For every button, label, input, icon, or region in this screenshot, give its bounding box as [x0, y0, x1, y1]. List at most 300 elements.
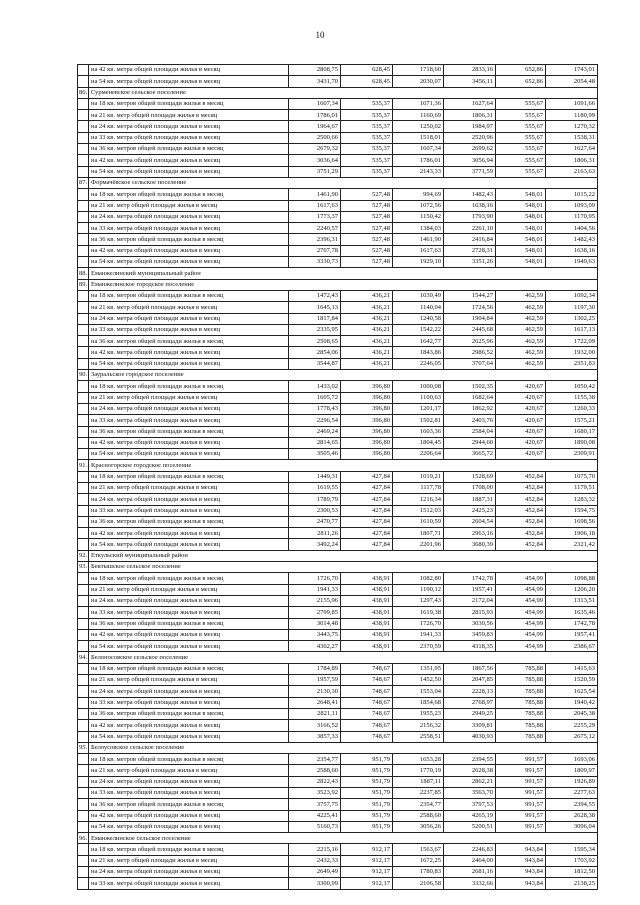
value-cell: 1941,33 [393, 629, 444, 640]
value-cell: 1206,20 [546, 584, 598, 595]
value-cell: 2394,55 [444, 754, 496, 765]
value-cell: 748,67 [341, 708, 393, 719]
value-cell: 436,21 [341, 313, 393, 324]
value-cell: 535,37 [341, 132, 393, 143]
row-number [78, 110, 89, 121]
value-cell: 1722,09 [546, 336, 598, 347]
value-cell: 3036,64 [289, 155, 341, 166]
row-number: 93. [78, 562, 89, 573]
value-cell: 396,80 [341, 392, 393, 403]
value-cell: 943,84 [496, 878, 546, 889]
value-cell: 1906,18 [546, 528, 598, 539]
value-cell: 2584,04 [444, 426, 496, 437]
value-cell: 527,48 [341, 257, 393, 268]
value-cell: 2138,25 [546, 878, 598, 889]
row-label: на 54 кв. метра общей площади жилья в месяц [89, 449, 289, 460]
table-row [78, 76, 598, 87]
value-cell: 1617,13 [546, 324, 598, 335]
value-cell: 438,91 [341, 629, 393, 640]
row-label: на 18 кв. метров общей площади жилья в месяц [89, 98, 289, 109]
row-number [78, 629, 89, 640]
table-row [78, 821, 598, 832]
table-row [78, 426, 598, 437]
value-cell: 1718,60 [393, 65, 444, 76]
row-number [78, 426, 89, 437]
value-cell: 396,80 [341, 437, 393, 448]
value-cell: 2163,63 [546, 166, 598, 177]
row-number: 95. [78, 742, 89, 753]
row-number [78, 539, 89, 550]
section-title: Еманжелинское сельское поселение [89, 833, 598, 844]
value-cell: 1240,58 [393, 313, 444, 324]
table-row [78, 211, 598, 222]
value-cell: 1093,09 [546, 200, 598, 211]
value-cell: 1313,51 [546, 595, 598, 606]
value-cell: 427,84 [341, 471, 393, 482]
row-label: на 54 кв. метра общей площади жилья в месяц [89, 731, 289, 742]
value-cell: 1638,16 [546, 245, 598, 256]
row-number [78, 675, 89, 686]
value-cell: 1433,02 [289, 381, 341, 392]
value-cell: 1553,04 [393, 686, 444, 697]
row-label: на 54 кв. метра общей площади жилья в месяц [89, 539, 289, 550]
value-cell: 555,67 [496, 110, 546, 121]
value-cell: 1384,03 [393, 223, 444, 234]
row-number [78, 415, 89, 426]
value-cell: 427,84 [341, 516, 393, 527]
value-cell: 2354,77 [289, 754, 341, 765]
row-label: на 33 кв. метра общей площади жилья в месяц [89, 415, 289, 426]
value-cell: 2588,60 [393, 810, 444, 821]
value-cell: 951,79 [341, 810, 393, 821]
value-cell: 438,91 [341, 584, 393, 595]
value-cell: 3492,24 [289, 539, 341, 550]
row-number [78, 76, 89, 87]
value-cell: 2944,60 [444, 437, 496, 448]
value-cell: 1645,13 [289, 302, 341, 313]
value-cell: 1742,78 [444, 573, 496, 584]
value-cell: 427,84 [341, 539, 393, 550]
value-cell: 951,79 [341, 821, 393, 832]
row-number [78, 358, 89, 369]
row-number [78, 528, 89, 539]
row-number [78, 607, 89, 618]
value-cell: 1461,90 [289, 189, 341, 200]
value-cell: 1575,21 [546, 415, 598, 426]
value-cell: 2237,85 [393, 788, 444, 799]
value-cell: 427,84 [341, 528, 393, 539]
value-cell: 396,80 [341, 449, 393, 460]
row-label: на 33 кв. метра общей площади жилья в месяц [89, 697, 289, 708]
value-cell: 1786,01 [393, 155, 444, 166]
table-row [78, 245, 598, 256]
value-cell: 1617,63 [393, 245, 444, 256]
value-cell: 2255,29 [546, 720, 598, 731]
value-cell: 2386,67 [546, 641, 598, 652]
value-cell: 1817,84 [289, 313, 341, 324]
section-title: Красногорское городское поселение [89, 460, 598, 471]
value-cell: 2464,00 [444, 855, 496, 866]
value-cell: 438,91 [341, 595, 393, 606]
value-cell: 1270,32 [546, 121, 598, 132]
row-number [78, 595, 89, 606]
value-cell: 3166,52 [289, 720, 341, 731]
value-cell: 527,48 [341, 234, 393, 245]
value-cell: 3857,33 [289, 731, 341, 742]
row-label: на 18 кв. метров общей площади жилья в месяц [89, 381, 289, 392]
value-cell: 3751,29 [289, 166, 341, 177]
value-cell: 1940,42 [546, 697, 598, 708]
row-number [78, 200, 89, 211]
value-cell: 462,59 [496, 347, 546, 358]
value-cell: 1708,00 [444, 482, 496, 493]
table-row [78, 98, 598, 109]
row-number [78, 403, 89, 414]
row-label: на 33 кв. метра общей площади жилья в месяц [89, 607, 289, 618]
row-number [78, 65, 89, 76]
value-cell: 1607,34 [393, 144, 444, 155]
value-cell: 1091,66 [546, 98, 598, 109]
value-cell: 1449,31 [289, 471, 341, 482]
row-label: на 42 кв. метра общей площади жилья в месяц [89, 528, 289, 539]
row-label: на 21 кв. метр общей площади жилья в месяц [89, 392, 289, 403]
table-row [78, 539, 598, 550]
row-label: на 18 кв. метров общей площади жилья в месяц [89, 189, 289, 200]
table-row [78, 437, 598, 448]
value-cell: 1502,35 [444, 381, 496, 392]
value-cell: 1019,21 [393, 471, 444, 482]
value-cell: 991,57 [496, 754, 546, 765]
value-cell: 396,80 [341, 403, 393, 414]
value-cell: 2520,96 [444, 132, 496, 143]
table-row [78, 618, 598, 629]
row-number [78, 144, 89, 155]
value-cell: 420,67 [496, 437, 546, 448]
value-cell: 1538,31 [546, 132, 598, 143]
value-cell: 1964,67 [289, 121, 341, 132]
value-cell: 3351,26 [444, 257, 496, 268]
section-title: Белоносовское сельское поселение [89, 652, 598, 663]
section-row [78, 87, 598, 98]
value-cell: 1528,69 [444, 471, 496, 482]
value-cell: 1155,38 [546, 392, 598, 403]
value-cell: 1404,56 [546, 223, 598, 234]
row-number [78, 855, 89, 866]
table-row [78, 65, 598, 76]
row-number: 87. [78, 177, 89, 188]
value-cell: 1000,08 [393, 381, 444, 392]
value-cell: 1050,42 [546, 381, 598, 392]
value-cell: 452,84 [496, 505, 546, 516]
value-cell: 2675,12 [546, 731, 598, 742]
value-cell: 2604,54 [444, 516, 496, 527]
value-cell: 2500,66 [289, 132, 341, 143]
value-cell: 3456,11 [444, 76, 496, 87]
value-cell: 3309,81 [444, 720, 496, 731]
value-cell: 2986,52 [444, 347, 496, 358]
value-cell: 1806,31 [546, 155, 598, 166]
value-cell: 1672,25 [393, 855, 444, 866]
value-cell: 1890,08 [546, 437, 598, 448]
row-label: на 42 кв. метра общей площади жилья в месяц [89, 245, 289, 256]
value-cell: 452,84 [496, 528, 546, 539]
value-cell: 3330,73 [289, 257, 341, 268]
value-cell: 2206,64 [393, 449, 444, 460]
table-row [78, 223, 598, 234]
value-cell: 3096,04 [546, 821, 598, 832]
value-cell: 748,67 [341, 686, 393, 697]
table-row [78, 358, 598, 369]
row-number [78, 641, 89, 652]
value-cell: 951,79 [341, 754, 393, 765]
value-cell: 438,91 [341, 607, 393, 618]
value-cell: 1472,43 [289, 290, 341, 301]
value-cell: 4225,41 [289, 810, 341, 821]
row-label: на 24 кв. метра общей площади жилья в месяц [89, 211, 289, 222]
value-cell: 2699,62 [444, 144, 496, 155]
row-label: на 24 кв. метра общей площади жилья в месяц [89, 595, 289, 606]
value-cell: 396,80 [341, 381, 393, 392]
row-label: на 42 кв. метра общей площади жилья в месяц [89, 437, 289, 448]
value-cell: 3030,56 [444, 618, 496, 629]
table-row [78, 234, 598, 245]
table-row [78, 584, 598, 595]
value-cell: 452,84 [496, 471, 546, 482]
page-number: 10 [315, 30, 325, 40]
value-cell: 3505,46 [289, 449, 341, 460]
value-cell: 951,79 [341, 776, 393, 787]
value-cell: 1941,33 [289, 584, 341, 595]
value-cell: 1957,59 [289, 675, 341, 686]
value-cell: 2648,41 [289, 697, 341, 708]
value-cell: 462,59 [496, 358, 546, 369]
value-cell: 748,67 [341, 675, 393, 686]
value-cell: 3014,48 [289, 618, 341, 629]
value-cell: 427,84 [341, 494, 393, 505]
table-row [78, 313, 598, 324]
value-cell: 1075,70 [546, 471, 598, 482]
table-row [78, 494, 598, 505]
row-number [78, 867, 89, 878]
value-cell: 454,99 [496, 584, 546, 595]
value-cell: 1100,63 [393, 392, 444, 403]
value-cell: 3300,99 [289, 878, 341, 889]
row-label: на 36 кв. метров общей площади жилья в месяц [89, 708, 289, 719]
row-number [78, 844, 89, 855]
value-cell: 1809,97 [546, 765, 598, 776]
value-cell: 454,99 [496, 629, 546, 640]
value-cell: 2370,59 [393, 641, 444, 652]
value-cell: 396,80 [341, 415, 393, 426]
value-cell: 2811,26 [289, 528, 341, 539]
value-cell: 1804,45 [393, 437, 444, 448]
value-cell: 2833,16 [444, 65, 496, 76]
value-cell: 535,37 [341, 98, 393, 109]
value-cell: 3563,70 [444, 788, 496, 799]
value-cell: 2470,77 [289, 516, 341, 527]
value-cell: 1904,84 [444, 313, 496, 324]
row-label: на 33 кв. метра общей площади жилья в месяц [89, 132, 289, 143]
table-row [78, 708, 598, 719]
value-cell: 1140,04 [393, 302, 444, 313]
value-cell: 748,67 [341, 697, 393, 708]
value-cell: 912,17 [341, 867, 393, 878]
value-cell: 748,67 [341, 663, 393, 674]
row-label: на 33 кв. метра общей площади жилья в месяц [89, 223, 289, 234]
value-cell: 2156,32 [393, 720, 444, 731]
table-row [78, 731, 598, 742]
value-cell: 1854,68 [393, 697, 444, 708]
value-cell: 1862,92 [444, 403, 496, 414]
section-title: Еманжелинский муниципальный район [89, 268, 598, 279]
row-label: на 36 кв. метров общей площади жилья в месяц [89, 336, 289, 347]
value-cell: 628,45 [341, 76, 393, 87]
value-cell: 3797,53 [444, 799, 496, 810]
value-cell: 943,84 [496, 855, 546, 866]
row-label: на 18 кв. метров общей площади жилья в месяц [89, 663, 289, 674]
value-cell: 1283,32 [546, 494, 598, 505]
value-cell: 436,21 [341, 358, 393, 369]
value-cell: 1627,64 [444, 98, 496, 109]
table-row [78, 867, 598, 878]
value-cell: 951,79 [341, 788, 393, 799]
table-row [78, 686, 598, 697]
value-cell: 1197,30 [546, 302, 598, 313]
value-cell: 1926,89 [546, 776, 598, 787]
value-cell: 1887,11 [393, 776, 444, 787]
value-cell: 454,99 [496, 618, 546, 629]
table-row [78, 516, 598, 527]
row-number: 92. [78, 550, 89, 561]
value-cell: 420,67 [496, 381, 546, 392]
value-cell: 1071,36 [393, 98, 444, 109]
row-label: на 54 кв. метра общей площади жилья в месяц [89, 821, 289, 832]
value-cell: 1201,17 [393, 403, 444, 414]
value-cell: 2416,84 [444, 234, 496, 245]
value-cell: 652,86 [496, 76, 546, 87]
value-cell: 1607,34 [289, 98, 341, 109]
row-label: на 21 кв. метр общей площади жилья в месяц [89, 302, 289, 313]
section-row [78, 460, 598, 471]
value-cell: 3523,92 [289, 788, 341, 799]
value-cell: 420,67 [496, 392, 546, 403]
tariff-table [77, 64, 598, 890]
table-row [78, 528, 598, 539]
section-row [78, 177, 598, 188]
table-row [78, 449, 598, 460]
row-number [78, 392, 89, 403]
value-cell: 427,84 [341, 505, 393, 516]
table-row [78, 810, 598, 821]
section-row [78, 268, 598, 279]
value-cell: 1929,10 [393, 257, 444, 268]
value-cell: 2172,04 [444, 595, 496, 606]
table-row [78, 381, 598, 392]
row-number [78, 245, 89, 256]
row-number [78, 302, 89, 313]
row-number [78, 697, 89, 708]
value-cell: 1724,56 [444, 302, 496, 313]
table-row [78, 290, 598, 301]
row-label: на 24 кв. метра общей площади жилья в месяц [89, 686, 289, 697]
row-label: на 36 кв. метров общей площади жилья в месяц [89, 799, 289, 810]
value-cell: 2155,96 [289, 595, 341, 606]
row-number: 91. [78, 460, 89, 471]
row-label: на 24 кв. метра общей площади жилья в месяц [89, 867, 289, 878]
row-number [78, 336, 89, 347]
value-cell: 436,21 [341, 336, 393, 347]
value-cell: 1595,34 [546, 844, 598, 855]
value-cell: 991,57 [496, 799, 546, 810]
value-cell: 1806,31 [444, 110, 496, 121]
value-cell: 535,37 [341, 121, 393, 132]
value-cell: 548,01 [496, 200, 546, 211]
value-cell: 3544,87 [289, 358, 341, 369]
value-cell: 1179,51 [546, 482, 598, 493]
value-cell: 1955,23 [393, 708, 444, 719]
value-cell: 2628,38 [546, 810, 598, 821]
row-label: на 42 кв. метра общей площади жилья в месяц [89, 629, 289, 640]
table-row [78, 754, 598, 765]
value-cell: 3056,26 [393, 821, 444, 832]
value-cell: 438,91 [341, 641, 393, 652]
value-cell: 2815,93 [444, 607, 496, 618]
value-cell: 991,57 [496, 821, 546, 832]
value-cell: 420,67 [496, 403, 546, 414]
row-label: на 42 кв. метра общей площади жилья в месяц [89, 155, 289, 166]
row-label: на 36 кв. метров общей площади жилья в месяц [89, 426, 289, 437]
value-cell: 2030,07 [393, 76, 444, 87]
table-row [78, 200, 598, 211]
row-label: на 33 кв. метра общей площади жилья в месяц [89, 324, 289, 335]
value-cell: 436,21 [341, 324, 393, 335]
value-cell: 2808,75 [289, 65, 341, 76]
section-row [78, 370, 598, 381]
value-cell: 2240,57 [289, 223, 341, 234]
row-number [78, 324, 89, 335]
value-cell: 2432,33 [289, 855, 341, 866]
value-cell: 1773,37 [289, 211, 341, 222]
row-number [78, 98, 89, 109]
value-cell: 951,79 [341, 765, 393, 776]
value-cell: 2625,96 [444, 336, 496, 347]
value-cell: 1642,77 [393, 336, 444, 347]
value-cell: 2425,23 [444, 505, 496, 516]
table-row [78, 336, 598, 347]
value-cell: 427,84 [341, 482, 393, 493]
value-cell: 2508,65 [289, 336, 341, 347]
row-label: на 24 кв. метра общей площади жилья в месяц [89, 776, 289, 787]
value-cell: 994,69 [393, 189, 444, 200]
table-row [78, 505, 598, 516]
table-row [78, 132, 598, 143]
value-cell: 2558,51 [393, 731, 444, 742]
value-cell: 1015,22 [546, 189, 598, 200]
value-cell: 1160,69 [393, 110, 444, 121]
value-cell: 991,57 [496, 776, 546, 787]
section-title: Зауральское городское поселение [89, 370, 598, 381]
value-cell: 2228,13 [444, 686, 496, 697]
section-title: Сурменевское сельское поселение [89, 87, 598, 98]
value-cell: 1984,97 [444, 121, 496, 132]
value-cell: 991,57 [496, 788, 546, 799]
row-number [78, 166, 89, 177]
value-cell: 2862,21 [444, 776, 496, 787]
value-cell: 2963,16 [444, 528, 496, 539]
section-title: Формачёвское сельское поселение [89, 177, 598, 188]
table-row [78, 788, 598, 799]
value-cell: 2821,11 [289, 708, 341, 719]
